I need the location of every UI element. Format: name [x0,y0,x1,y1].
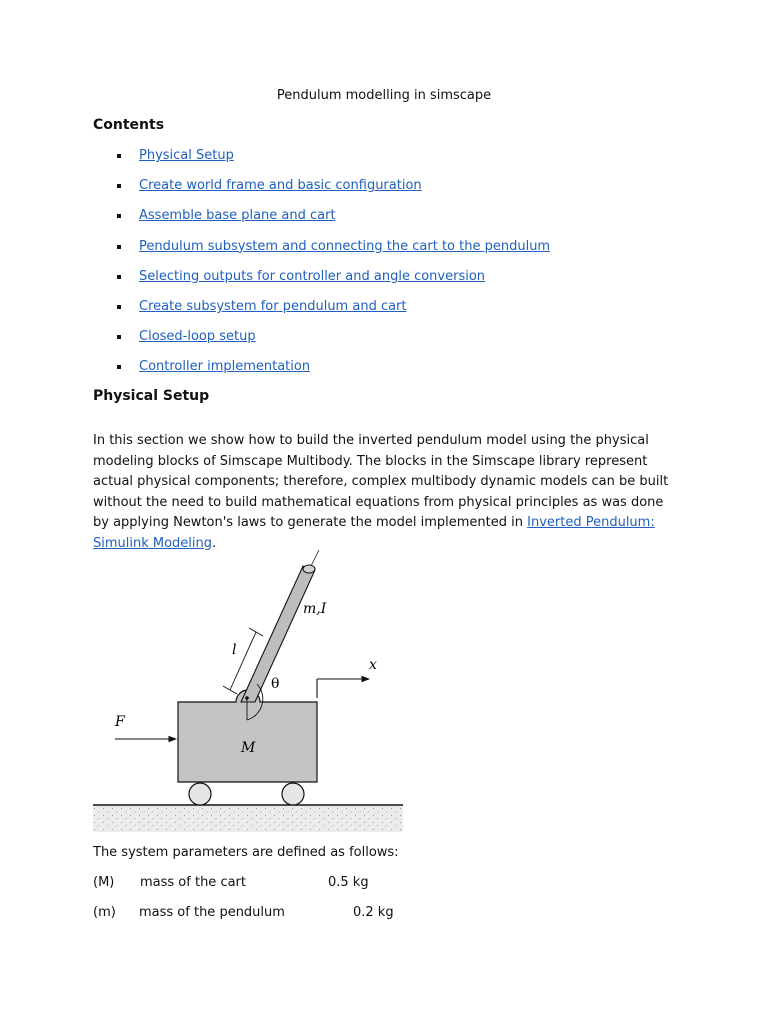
param-value: 0.2 kg [353,905,394,920]
length-tick-bottom [223,686,237,694]
inverted-pendulum-link[interactable]: Inverted Pendulum: Simulink Modeling [93,515,655,551]
toc-link-pendulum-subsystem[interactable]: Pendulum subsystem and connecting the cart to the pendulum [139,238,551,254]
ground-surface [93,806,403,832]
table-of-contents [93,146,653,388]
bullet-icon [117,245,121,249]
bullet-icon [117,335,121,339]
paragraph-text: In this section we show how to build the inverted pendulum model using the physical modeling blocks of Simscape Multibody. The blocks in the Simscape library represent actual physical components; therefore, complex multibody dynamic models can be built without the need to build mathematical equations from physical principles as was done by applying Newton's laws to generate the model implemented in [93,433,669,530]
bullet-icon [117,154,121,158]
toc-item [93,206,653,236]
cart-pendulum-diagram [93,548,405,834]
toc-link-create-subsystem[interactable]: Create subsystem for pendulum and cart [139,298,407,314]
cart-wheel-right [282,783,304,805]
bullet-icon [117,184,121,188]
bullet-icon [117,275,121,279]
pivot-point [245,696,249,700]
toc-item [93,146,653,176]
length-tick-top [249,628,263,636]
param-value: 0.5 kg [328,875,369,890]
pendulum-tip [303,565,315,573]
physical-setup-paragraph [93,431,673,554]
cart-body [178,690,317,782]
toc-link-closed-loop[interactable]: Closed-loop setup [139,329,256,345]
toc-item [93,267,653,297]
paragraph-end: . [212,535,217,551]
param-row-pendulum-mass [93,905,433,925]
bullet-icon [117,214,121,218]
toc-item [93,357,653,387]
toc-link-base-plane[interactable]: Assemble base plane and cart [139,208,336,224]
cart-mass-label: M [241,740,256,756]
params-intro: The system parameters are defined as follows: [93,845,399,860]
toc-link-world-frame[interactable]: Create world frame and basic configuration [139,178,422,194]
toc-link-selecting-outputs[interactable]: Selecting outputs for controller and angle conversion [139,268,486,284]
toc-link-physical-setup[interactable]: Physical Setup [139,148,234,163]
param-row-cart-mass [93,875,433,895]
section-heading-physical-setup: Physical Setup [93,388,210,404]
x-axis-label: x [369,657,377,673]
param-symbol: (M) [93,875,115,890]
toc-link-controller[interactable]: Controller implementation [139,359,311,375]
cart-wheel-left [189,783,211,805]
force-label: F [115,714,125,730]
param-symbol: (m) [93,905,116,920]
document-title: Pendulum modelling in simscape [276,88,492,103]
toc-item [93,297,653,327]
param-description: mass of the pendulum [139,905,285,920]
length-label: l [232,642,237,658]
theta-label: θ [271,676,280,692]
toc-item [93,237,653,267]
mass-inertia-label: m,I [303,601,327,617]
toc-item [93,176,653,206]
bullet-icon [117,305,121,309]
toc-item [93,327,653,357]
contents-heading: Contents [93,117,165,133]
param-description: mass of the cart [140,875,246,890]
bullet-icon [117,365,121,369]
